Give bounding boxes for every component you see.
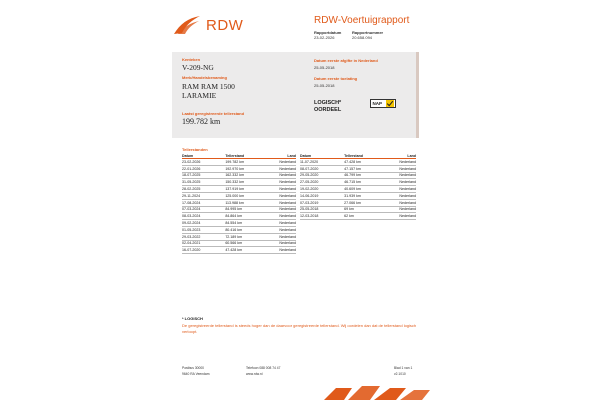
- cell-datum: 01-05-2023: [182, 227, 201, 232]
- table-row: [182, 186, 296, 193]
- cell-tellerstand: 192.970 km: [225, 166, 245, 171]
- cell-tellerstand: 31.939 km: [344, 193, 361, 198]
- merk-label: Merk/Handelsbenaming: [182, 75, 227, 80]
- cell-land: Nederland: [279, 214, 296, 219]
- nap-badge-text: NAP: [372, 101, 383, 106]
- tellerstand-value: 199.782 km: [182, 116, 221, 126]
- table-row: [182, 179, 296, 186]
- cell-land: Nederland: [279, 200, 296, 205]
- cell-datum: 29-05-2020: [300, 173, 319, 178]
- oordeel: [314, 100, 341, 114]
- footer-phone: Telefoon 088 008 74 47: [246, 366, 281, 370]
- datum-eerste-toelating-value: 25-05-2018: [314, 83, 335, 88]
- cell-tellerstand: 46.799 km: [344, 173, 361, 178]
- cell-tellerstand: 84.995 km: [225, 207, 243, 212]
- report-date: [314, 30, 341, 40]
- table-row: [300, 186, 416, 193]
- footer-version: v2.1010: [394, 371, 406, 376]
- cell-datum: 22-01-2026: [182, 166, 201, 171]
- table-row: [300, 207, 416, 214]
- model-value: LARAMIE: [182, 91, 217, 100]
- cell-land: Nederland: [279, 159, 296, 164]
- cell-land: Nederland: [279, 207, 296, 212]
- cell-tellerstand: 69 km: [344, 207, 354, 212]
- table-row: [182, 213, 296, 220]
- cell-datum: 09-02-2024: [182, 221, 201, 226]
- datum-eerste-afgifte-value: 25-05-2018: [314, 65, 335, 70]
- table-row: [300, 179, 416, 186]
- kenteken-label: Kenteken: [182, 57, 201, 62]
- header-land: Land: [407, 153, 416, 158]
- cell-datum: 28-02-2025: [182, 187, 201, 192]
- cell-land: Nederland: [279, 193, 296, 198]
- cell-land: Nederland: [279, 241, 296, 246]
- table-row: [182, 207, 296, 214]
- table-row: [182, 220, 296, 227]
- table-row: [182, 173, 296, 180]
- cell-land: Nederland: [279, 234, 296, 239]
- footer-page-number: Blad 1 van 1: [394, 366, 413, 370]
- datum-eerste-toelating-field: [314, 77, 357, 88]
- report-number-value: 20.658.094: [352, 35, 373, 40]
- table-row: [300, 159, 416, 166]
- cell-datum: 08-07-2020: [300, 166, 319, 171]
- cell-tellerstand: 137.919 km: [225, 187, 245, 192]
- cell-datum: 23-02-2026: [182, 159, 201, 164]
- cell-datum: 18-07-2025: [182, 173, 201, 178]
- table-row: [300, 193, 416, 200]
- table-row: [300, 200, 416, 207]
- merk-field: [182, 76, 235, 100]
- footer-website: www.rdw.nl: [246, 371, 263, 376]
- cell-datum: 07-03-2019: [300, 200, 319, 205]
- header-tellerstand: Tellerstand: [344, 153, 363, 158]
- table-row: [300, 166, 416, 173]
- cell-datum: 29-11-2024: [182, 193, 201, 198]
- cell-tellerstand: 62 km: [344, 214, 354, 219]
- cell-land: Nederland: [399, 214, 416, 219]
- cell-tellerstand: 125.000 km: [225, 193, 245, 198]
- cell-land: Nederland: [399, 187, 416, 192]
- cell-datum: 19-02-2020: [300, 187, 319, 192]
- table-row: [182, 241, 296, 248]
- table-row: [300, 173, 416, 180]
- rdw-swoosh-icon: [172, 14, 202, 36]
- tellerstanden-title: Tellerstanden: [182, 147, 208, 152]
- cell-land: Nederland: [399, 180, 416, 185]
- nap-badge: [370, 99, 396, 108]
- footer-address-line2: 9640 RA Veendam: [182, 371, 210, 376]
- table-row: [182, 193, 296, 200]
- datum-eerste-afgifte-label: Datum eerste afgifte in Nederland: [314, 58, 378, 63]
- cell-datum: 12-03-2018: [300, 214, 319, 219]
- header-land: Land: [287, 153, 296, 158]
- cell-land: Nederland: [399, 193, 416, 198]
- footer-address: [182, 366, 210, 377]
- header-tellerstand: Tellerstand: [225, 153, 245, 158]
- datum-eerste-afgifte-field: [314, 59, 378, 70]
- cell-tellerstand: 84.864 km: [225, 214, 243, 219]
- report-title: RDW-Voertuigrapport: [314, 15, 410, 26]
- cell-datum: 02-04-2021: [182, 241, 201, 246]
- cell-land: Nederland: [279, 227, 296, 232]
- merk-value: RAM RAM 1500: [182, 81, 235, 91]
- datum-eerste-toelating-label: Datum eerste toelating: [314, 76, 358, 81]
- footer-address-line1: Postbus 30000: [182, 366, 204, 370]
- report-number-label: Rapportnummer: [352, 30, 384, 35]
- kenteken-value: V-209-NG: [182, 63, 214, 72]
- tellerstand-label: Laatst geregistreerde tellerstand: [182, 111, 245, 116]
- cell-land: Nederland: [279, 180, 296, 185]
- header-datum: Datum: [182, 153, 194, 158]
- cell-tellerstand: 84.554 km: [225, 221, 243, 226]
- cell-land: Nederland: [279, 187, 296, 192]
- cell-datum: 27-05-2020: [300, 180, 319, 185]
- cell-tellerstand: 72.189 km: [225, 234, 243, 239]
- cell-tellerstand: 27.066 km: [344, 200, 361, 205]
- footnote-text: De geregistreerde tellerstand is steeds hoger dan de daarvoor geregistreerde tellerstand. Wij oordelen dan dat de tellerstand logisch verloopt.: [182, 323, 417, 334]
- cell-datum: 08-03-2024: [182, 214, 201, 219]
- cell-land: Nederland: [399, 173, 416, 178]
- tellerstanden-table-right: [300, 153, 416, 220]
- cell-land: Nederland: [399, 159, 416, 164]
- cell-tellerstand: 150.332 km: [225, 180, 245, 185]
- cell-tellerstand: 162.332 km: [225, 173, 245, 178]
- cell-tellerstand: 60.566 km: [225, 241, 243, 246]
- cell-tellerstand: 47.157 km: [344, 166, 361, 171]
- oordeel-line1: LOGISCH*: [314, 100, 342, 106]
- oordeel-line2: OORDEEL: [314, 107, 342, 113]
- cell-tellerstand: 40.609 km: [344, 187, 361, 192]
- footer-swoosh-icon: [322, 382, 432, 400]
- checkmark-icon: [386, 100, 394, 107]
- table-row: [182, 247, 296, 254]
- cell-tellerstand: 47.428 km: [225, 248, 243, 253]
- table-row: [182, 166, 296, 173]
- table-row: [300, 213, 416, 220]
- cell-datum: 07-03-2024: [182, 207, 201, 212]
- cell-tellerstand: 80.416 km: [225, 227, 243, 232]
- cell-tellerstand: 47.428 km: [344, 159, 361, 164]
- header-datum: Datum: [300, 153, 312, 158]
- cell-datum: 11-07-2020: [300, 159, 319, 164]
- table-row: [182, 200, 296, 207]
- cell-tellerstand: 113.988 km: [225, 200, 244, 205]
- brand-name: RDW: [206, 16, 244, 34]
- cell-land: Nederland: [399, 207, 416, 212]
- report-date-value: 23-02-2026: [314, 35, 335, 40]
- footer-page: [394, 366, 412, 377]
- cell-datum: 29-03-2022: [182, 234, 201, 239]
- cell-land: Nederland: [279, 173, 296, 178]
- cell-datum: 17-08-2024: [182, 200, 201, 205]
- cell-datum: 16-07-2020: [182, 248, 201, 253]
- table-row: [182, 234, 296, 241]
- cell-land: Nederland: [399, 166, 416, 171]
- table-row: [182, 159, 296, 166]
- rdw-logo: [172, 14, 243, 36]
- footnote-title: * LOGISCH: [182, 316, 203, 321]
- cell-land: Nederland: [279, 166, 296, 171]
- box-edge-strip: [416, 52, 419, 138]
- tellerstanden-table-left: [182, 153, 296, 254]
- cell-datum: 25-05-2018: [300, 207, 319, 212]
- kenteken-field: [182, 58, 214, 72]
- table-row: [182, 227, 296, 234]
- report-number: [352, 30, 383, 40]
- cell-land: Nederland: [399, 200, 416, 205]
- tellerstand-field: [182, 112, 244, 126]
- cell-tellerstand: 199.782 km: [225, 159, 245, 164]
- cell-land: Nederland: [279, 248, 296, 253]
- cell-datum: 31-05-2025: [182, 180, 201, 185]
- cell-datum: 14-06-2019: [300, 193, 319, 198]
- footer-contact: [246, 366, 280, 377]
- report-date-label: Rapportdatum: [314, 30, 342, 35]
- cell-tellerstand: 46.715 km: [344, 180, 361, 185]
- cell-land: Nederland: [279, 221, 296, 226]
